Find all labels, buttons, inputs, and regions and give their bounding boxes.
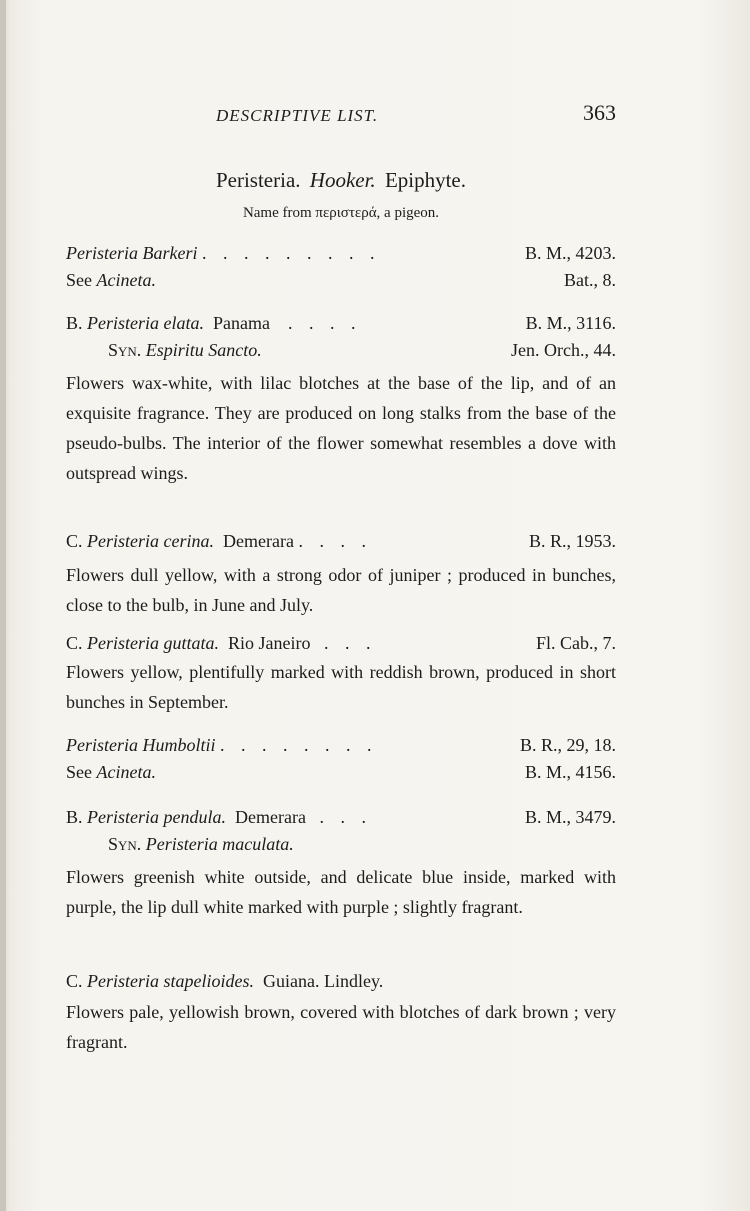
- species-entry-guttata: [66, 630, 616, 657]
- entry-line: [66, 630, 616, 657]
- running-title: DESCRIPTIVE LIST.: [216, 106, 379, 125]
- grade-marker: C.: [66, 633, 88, 653]
- species-entry-elata: [66, 310, 616, 364]
- species-description: Flowers greenish white outside, and delicate blue inside, marked with purple, the lip dull white marked with purple ; slightly fragrant.: [66, 867, 616, 917]
- reference: B. M., 3116.: [525, 313, 616, 333]
- entry-line: [66, 310, 616, 337]
- species-description: Flowers wax-white, with lilac blotches at the base of the lip, and of an exquisite fragrance. They are produced on long stalks from the base of the pseudo-bulbs. The interior of the flower somewhat resembles a dove with outspread wings.: [66, 373, 616, 483]
- entry-line: [66, 968, 616, 995]
- locality: Rio Janeiro: [228, 633, 311, 653]
- species-description: Flowers dull yellow, with a strong odor of juniper ; produced in bunches, close to the bulb, in June and July.: [66, 565, 616, 615]
- reference: B. R., 1953.: [528, 531, 616, 551]
- locality: Panama: [213, 313, 270, 333]
- synonym-name: Espiritu Sancto.: [145, 340, 262, 360]
- page-number: 363: [583, 100, 616, 125]
- grade-marker: B.: [66, 313, 88, 333]
- leader-dots: . . . . . . . .: [220, 735, 378, 755]
- species-entry-pendula: [66, 804, 616, 858]
- species-description: Flowers yellow, plentifully marked with reddish brown, produced in short bunches in September.: [66, 662, 616, 712]
- species-description: Flowers pale, yellowish brown, covered with blotches of dark brown ; very fragrant.: [66, 1002, 616, 1052]
- species-entry-barkeri: [66, 240, 616, 294]
- see-prefix: See: [66, 270, 97, 290]
- genus-name: Peristeria.: [215, 168, 301, 192]
- synonym-name: Peristeria maculata.: [145, 834, 294, 854]
- species-entry-humboltii: [66, 732, 616, 786]
- locality: Demerara: [235, 807, 306, 827]
- see-prefix: See: [66, 762, 97, 782]
- synonym-label: Syn.: [108, 340, 146, 360]
- etymology-note: Name from περιστερά, a pigeon.: [242, 205, 440, 221]
- leader-dots: . . . .: [298, 531, 372, 551]
- grade-marker: C.: [66, 971, 88, 991]
- genus-habit: Epiphyte.: [384, 168, 467, 192]
- locality: Guiana. Lindley.: [263, 971, 384, 991]
- reference: Fl. Cab., 7.: [535, 633, 616, 653]
- page-header: [66, 100, 616, 130]
- locality: Demerara: [223, 531, 294, 551]
- page-gutter: [0, 0, 6, 1211]
- grade-marker: C.: [66, 531, 88, 551]
- entry-line: [66, 240, 616, 267]
- species-name: Peristeria elata.: [87, 313, 204, 333]
- genus-author: Hooker.: [309, 168, 376, 192]
- species-name: Peristeria stapelioides.: [87, 971, 254, 991]
- synonym-label: Syn.: [108, 834, 146, 854]
- leader-dots: . . . .: [287, 313, 362, 333]
- entry-line: [66, 759, 616, 786]
- species-name: Peristeria Humboltii: [66, 735, 216, 755]
- cross-reference: Acineta.: [96, 762, 156, 782]
- reference: B. M., 3479.: [524, 807, 616, 827]
- species-entry-stapelioides: [66, 968, 616, 995]
- entry-line: [66, 528, 616, 555]
- reference: B. M., 4156.: [524, 762, 616, 782]
- cross-reference: Acineta.: [96, 270, 156, 290]
- species-name: Peristeria guttata.: [87, 633, 220, 653]
- species-name: Peristeria cerina.: [87, 531, 214, 551]
- reference: B. M., 4203.: [524, 243, 616, 263]
- entry-line: [66, 267, 616, 294]
- entry-line: [66, 732, 616, 759]
- species-name: Peristeria pendula.: [87, 807, 226, 827]
- leader-dots: . . .: [319, 807, 372, 827]
- reference: Jen. Orch., 44.: [511, 340, 616, 360]
- entry-line: [66, 804, 616, 831]
- reference: Bat., 8.: [564, 270, 616, 290]
- leader-dots: . . . . . . . . .: [201, 243, 381, 263]
- species-entry-cerina: [66, 528, 616, 555]
- species-name: Peristeria Barkeri: [66, 243, 198, 263]
- entry-line: [66, 831, 616, 858]
- grade-marker: B.: [66, 807, 88, 827]
- reference: B. R., 29, 18.: [519, 735, 616, 755]
- entry-line: [66, 337, 616, 364]
- genus-heading: [66, 168, 616, 193]
- leader-dots: . . .: [324, 633, 377, 653]
